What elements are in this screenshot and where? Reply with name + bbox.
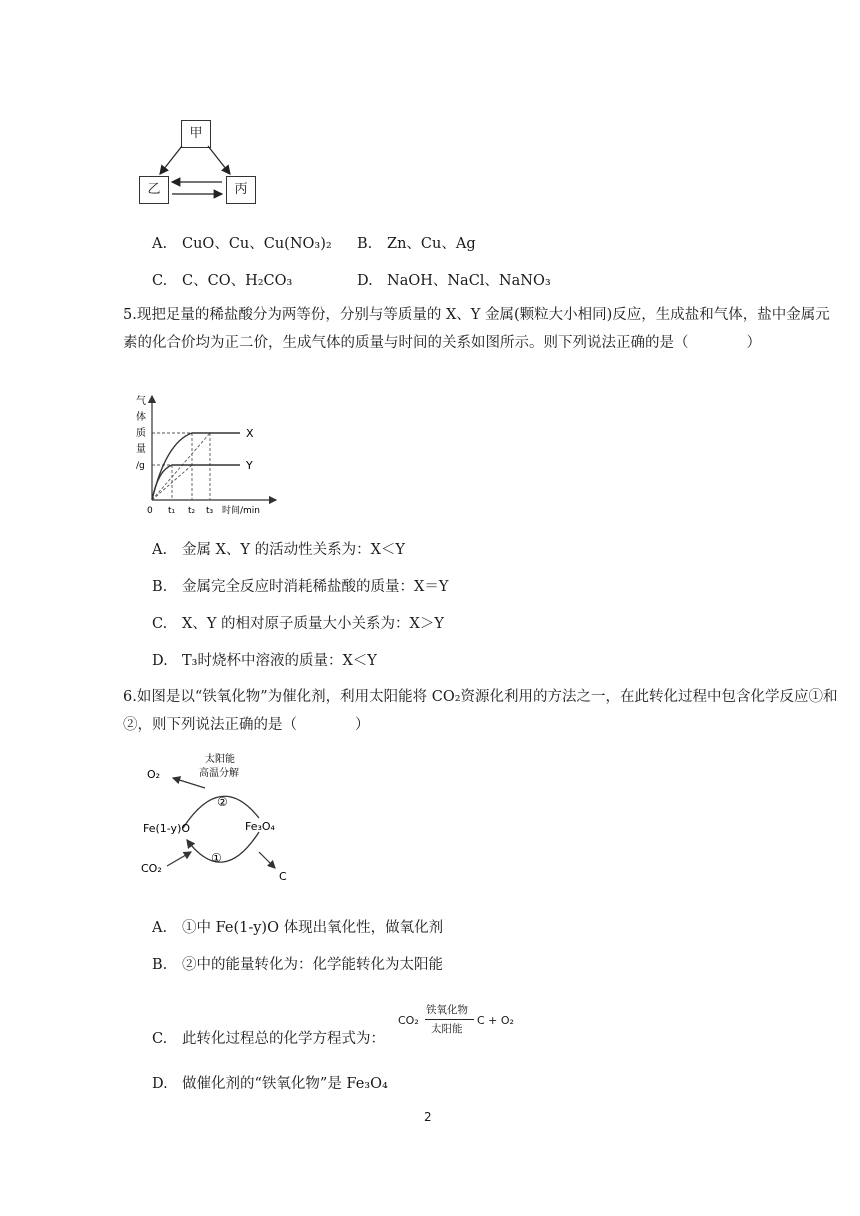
xlabel: 时间/min: [222, 506, 261, 516]
q6-option-a: A. ①中 Fe(1-y)O 体现出氧化性，做氧化剂: [152, 920, 444, 936]
tick-t3: t₃: [206, 506, 214, 516]
ylabel-char-2: 体: [136, 412, 146, 423]
origin-label: 0: [147, 506, 153, 516]
ylabel-char-5: /g: [136, 461, 145, 471]
top-diagram-arrows: [130, 110, 270, 210]
q4-option-a: A. CuO、Cu、Cu(NO₃)₂: [152, 236, 332, 252]
eq-left: CO₂: [398, 1014, 419, 1027]
page-number: 2: [424, 1110, 432, 1124]
curve-x: [152, 433, 240, 500]
ylabel-char-3: 质: [136, 428, 146, 439]
q6-option-b: B. ②中的能量转化为：化学能转化为太阳能: [152, 957, 443, 973]
q5-graph: [130, 392, 290, 522]
q5-stem: 5.现把足量的稀盐酸分为两等份，分别与等质量的 X、Y 金属(颗粒大小相同)反应，生成盐和气体，盐中金属元素的化合价均为正二价，生成气体的质量与时间的关系如图所示。则下列说法正确的是（ ）: [123, 307, 830, 351]
ylabel-char-4: 量: [136, 444, 146, 455]
label-c: C: [279, 870, 287, 883]
series-y-label: Y: [246, 459, 253, 472]
circle-1: ①: [211, 851, 222, 865]
node-yi: 乙: [139, 176, 169, 204]
label-feo: Fe(1-y)O: [143, 822, 191, 835]
q6-stem: 6.如图是以“铁氧化物”为催化剂，利用太阳能将 CO₂资源化利用的方法之一，在此转化过程中包含化学反应①和②，则下列说法正确的是（ ）: [123, 689, 838, 733]
label-co2: CO₂: [141, 862, 162, 875]
overall-equation: [398, 1002, 528, 1042]
eq-right: C + O₂: [477, 1014, 514, 1027]
tick-t1: t₁: [168, 506, 176, 516]
node-bing: 丙: [226, 176, 256, 204]
label-o2: O₂: [147, 768, 161, 781]
q5-option-a: A. 金属 X、Y 的活动性关系为：X＜Y: [152, 542, 406, 558]
q6-cycle-diagram: [135, 748, 305, 886]
q5-option-c: C. X、Y 的相对原子质量大小关系为：X＞Y: [152, 616, 444, 632]
eq-top: 铁氧化物: [426, 1004, 468, 1016]
circle-2: ②: [217, 795, 228, 809]
q4-option-d: D. NaOH、NaCl、NaNO₃: [357, 273, 551, 289]
q4-option-b: B. Zn、Cu、Ag: [357, 236, 476, 252]
eq-bottom: 太阳能: [431, 1023, 463, 1035]
label-decompose: 高温分解: [199, 768, 239, 779]
q5-option-b: B. 金属完全反应时消耗稀盐酸的质量：X＝Y: [152, 579, 449, 595]
series-x-label: X: [246, 427, 254, 440]
ylabel-char-1: 气: [136, 396, 146, 407]
q4-option-c: C. C、CO、H₂CO₃: [152, 273, 293, 289]
q6-option-d: D. 做催化剂的“铁氧化物”是 Fe₃O₄: [152, 1076, 388, 1092]
node-jia: 甲: [181, 120, 211, 148]
label-solar: 太阳能: [205, 754, 235, 765]
label-fe3o4: Fe₃O₄: [245, 820, 275, 833]
eq-line: [425, 1019, 474, 1020]
q6-option-c: C. 此转化过程总的化学方程式为：: [152, 1031, 385, 1047]
tick-t2: t₂: [188, 506, 196, 516]
q5-option-d: D. T₃时烧杯中溶液的质量：X＜Y: [152, 653, 377, 669]
curve-y: [152, 465, 240, 500]
